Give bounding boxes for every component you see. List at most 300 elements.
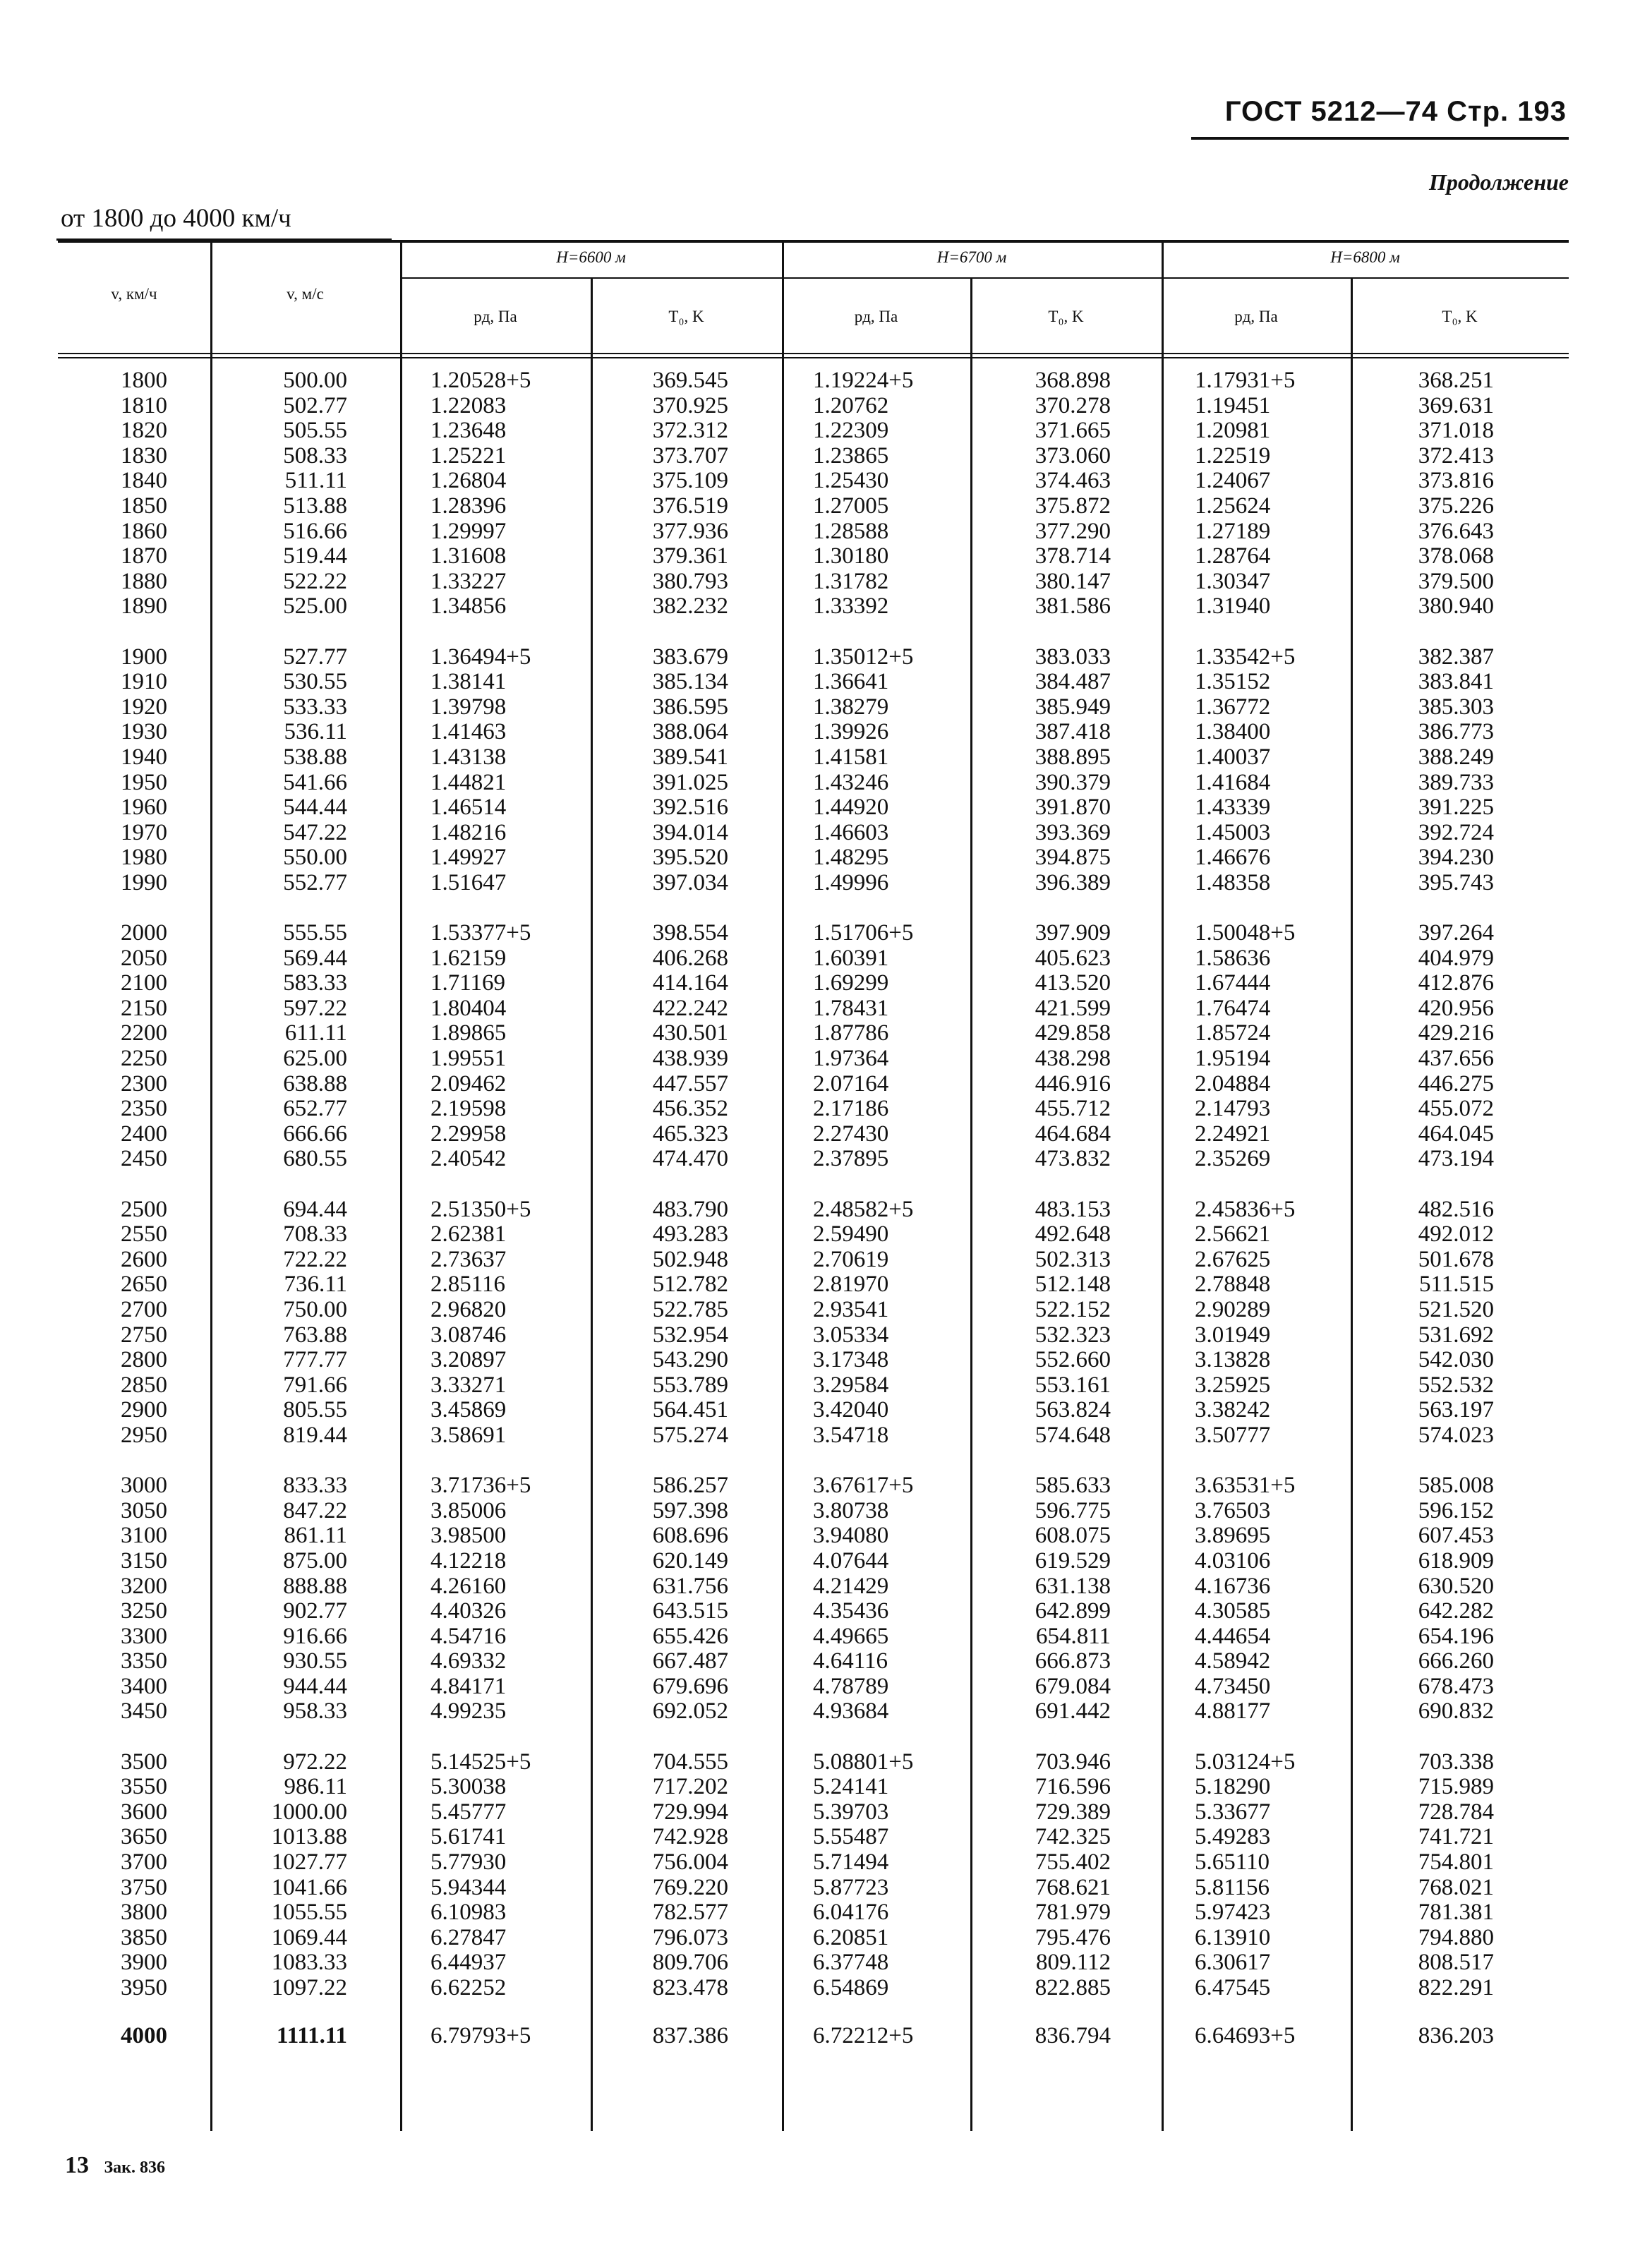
cell-v-ms: 500.00 [283, 368, 347, 393]
cell-pd-6600: 1.51647 [430, 869, 507, 895]
cell-t0-6800: 607.453 [1418, 1523, 1494, 1549]
cell-pd-6700: 2.37895 [813, 1146, 889, 1172]
cell-pd-6700: 1.48295 [813, 845, 889, 871]
header-t0-6600: T₀, K [668, 308, 704, 325]
cell-t0-6600: 456.352 [652, 1096, 728, 1122]
cell-pd-6600: 2.96820 [430, 1296, 507, 1322]
cell-pd-6600: 6.10983 [430, 1900, 507, 1926]
cell-t0-6600: 769.220 [652, 1874, 728, 1900]
group-header-6700: H=6700 м [936, 248, 1007, 266]
cell-pd-6600: 2.85116 [430, 1272, 506, 1298]
block-gap [430, 1172, 573, 1197]
last-v-ms: 1111.11 [277, 2023, 347, 2048]
cell-t0-6800: 808.517 [1418, 1950, 1494, 1976]
cell-v-ms: 502.77 [283, 392, 347, 418]
cell-pd-6600: 4.99235 [430, 1698, 507, 1725]
cell-t0-6600: 377.936 [652, 518, 728, 544]
cell-pd-6800: 2.04884 [1195, 1070, 1271, 1097]
cell-t0-6600: 391.025 [652, 769, 728, 795]
cell-pd-6800: 1.43339 [1195, 795, 1271, 821]
cell-pd-6700: 2.17186 [813, 1096, 889, 1122]
cell-t0-6600: 438.939 [652, 1046, 728, 1072]
cell-t0-6800: 395.743 [1418, 869, 1494, 895]
cell-v-ms: 736.11 [284, 1272, 347, 1298]
cell-t0-6600: 823.478 [652, 1975, 728, 2000]
block-gap [1012, 620, 1111, 645]
cell-t0-6700: 768.621 [1035, 1874, 1111, 1900]
cell-pd-6600: 1.80404 [430, 995, 507, 1021]
cell-v-kmh: 1860 [121, 518, 167, 544]
cell-t0-6800: 596.152 [1418, 1497, 1494, 1523]
cell-pd-6800: 1.50048+5 [1195, 920, 1296, 946]
cell-v-ms: 902.77 [283, 1598, 347, 1624]
cell-t0-6700: 716.596 [1035, 1774, 1111, 1800]
cell-pd-6700: 1.30180 [813, 543, 889, 569]
head-rule-1 [58, 353, 1569, 354]
cell-v-ms: 763.88 [283, 1322, 347, 1348]
cell-v-ms: 505.55 [283, 418, 347, 444]
cell-t0-6600: 522.785 [652, 1296, 728, 1322]
cell-v-kmh: 1830 [121, 442, 167, 469]
cell-pd-6700: 1.87786 [813, 1020, 889, 1046]
column-pd-6800 [1195, 368, 1337, 2001]
cell-t0-6600: 392.516 [652, 795, 728, 821]
header-pd-6600: pд, Па [474, 308, 517, 325]
cell-t0-6700: 381.586 [1035, 593, 1111, 620]
cell-v-ms: 1083.33 [271, 1950, 347, 1976]
cell-t0-6700: 552.660 [1035, 1347, 1111, 1373]
cell-pd-6700: 1.38279 [813, 694, 889, 720]
cell-pd-6800: 6.30617 [1195, 1950, 1271, 1976]
cell-pd-6600: 1.25221 [430, 442, 507, 469]
cell-t0-6800: 542.030 [1418, 1347, 1494, 1373]
cell-t0-6800: 385.303 [1418, 694, 1494, 720]
column-t0-6800 [1395, 368, 1494, 2001]
cell-pd-6600: 1.53377+5 [430, 920, 531, 946]
block-gap [629, 1725, 728, 1750]
data-table [58, 240, 1569, 2131]
cell-v-kmh: 3550 [121, 1774, 167, 1800]
cell-pd-6600: 1.29997 [430, 518, 507, 544]
cell-pd-6600: 2.51350+5 [430, 1196, 531, 1222]
column-t0-6700 [1012, 368, 1111, 2001]
cell-v-ms: 516.66 [283, 518, 347, 544]
cell-pd-6600: 1.62159 [430, 945, 507, 971]
cell-v-kmh: 2150 [121, 995, 167, 1021]
continuation-label: Продолжение [1429, 169, 1569, 195]
cell-t0-6800: 383.841 [1418, 669, 1494, 695]
cell-t0-6700: 822.885 [1035, 1975, 1111, 2000]
cell-pd-6700: 1.49996 [813, 869, 889, 895]
cell-t0-6600: 373.707 [652, 442, 728, 469]
cell-pd-6600: 1.43138 [430, 744, 507, 770]
cell-pd-6700: 3.29584 [813, 1372, 889, 1398]
cell-t0-6800: 482.516 [1418, 1196, 1494, 1222]
cell-t0-6600: 631.756 [652, 1573, 728, 1599]
cell-pd-6700: 5.24141 [813, 1774, 889, 1800]
cell-t0-6600: 394.014 [652, 819, 728, 845]
cell-pd-6600: 3.98500 [430, 1523, 507, 1549]
cell-v-kmh: 2400 [121, 1121, 167, 1147]
cell-v-ms: 538.88 [283, 744, 347, 770]
cell-pd-6700: 1.39926 [813, 719, 889, 745]
cell-v-ms: 875.00 [283, 1547, 347, 1574]
cell-t0-6700: 421.599 [1035, 995, 1111, 1021]
cell-v-kmh: 2450 [121, 1146, 167, 1172]
cell-v-kmh: 3900 [121, 1950, 167, 1976]
cell-pd-6700: 2.59490 [813, 1221, 889, 1248]
cell-v-ms: 555.55 [283, 920, 347, 946]
cell-t0-6600: 667.487 [652, 1648, 728, 1674]
block-gap [1395, 1725, 1494, 1750]
cell-t0-6800: 715.989 [1418, 1774, 1494, 1800]
block-gap [629, 1449, 728, 1474]
cell-pd-6600: 1.38141 [430, 669, 507, 695]
cell-t0-6800: 420.956 [1418, 995, 1494, 1021]
cell-pd-6800: 3.13828 [1195, 1347, 1271, 1373]
cell-pd-6800: 3.76503 [1195, 1497, 1271, 1523]
cell-v-ms: 972.22 [283, 1749, 347, 1775]
cell-pd-6600: 2.29958 [430, 1121, 507, 1147]
cell-pd-6700: 4.93684 [813, 1698, 889, 1725]
cell-pd-6800: 1.27189 [1195, 518, 1271, 544]
cell-t0-6800: 371.018 [1418, 418, 1494, 444]
block-gap [813, 620, 955, 645]
cell-pd-6600: 4.54716 [430, 1623, 507, 1649]
cell-pd-6600: 1.23648 [430, 418, 507, 444]
cell-t0-6600: 447.557 [652, 1070, 728, 1097]
block-gap [1012, 1172, 1111, 1197]
cell-t0-6600: 382.232 [652, 593, 728, 620]
cell-t0-6700: 397.909 [1035, 920, 1111, 946]
cell-t0-6600: 369.545 [652, 368, 728, 393]
cell-v-kmh: 3500 [121, 1749, 167, 1775]
col-rule-6 [1162, 240, 1164, 2131]
cell-t0-6700: 368.898 [1035, 368, 1111, 393]
cell-v-kmh: 3000 [121, 1473, 167, 1499]
cell-v-kmh: 3750 [121, 1874, 167, 1900]
cell-pd-6800: 3.25925 [1195, 1372, 1271, 1398]
cell-t0-6600: 692.052 [652, 1698, 728, 1725]
cell-pd-6600: 6.27847 [430, 1924, 507, 1950]
cell-pd-6700: 3.05334 [813, 1322, 889, 1348]
cell-v-kmh: 1930 [121, 719, 167, 745]
cell-v-ms: 533.33 [283, 694, 347, 720]
column-v-kmh [100, 368, 167, 2001]
cell-t0-6800: 728.784 [1418, 1799, 1494, 1825]
block-gap [813, 1172, 955, 1197]
cell-pd-6800: 2.14793 [1195, 1096, 1271, 1122]
cell-t0-6700: 666.873 [1035, 1648, 1111, 1674]
cell-pd-6700: 5.39703 [813, 1799, 889, 1825]
cell-t0-6800: 391.225 [1418, 795, 1494, 821]
page-footer [65, 2152, 165, 2179]
cell-t0-6800: 552.532 [1418, 1372, 1494, 1398]
cell-pd-6600: 4.69332 [430, 1648, 507, 1674]
cell-pd-6800: 1.38400 [1195, 719, 1271, 745]
cell-pd-6800: 2.90289 [1195, 1296, 1271, 1322]
cell-v-kmh: 1980 [121, 845, 167, 871]
cell-t0-6600: 564.451 [652, 1397, 728, 1423]
cell-t0-6700: 492.648 [1035, 1221, 1111, 1248]
block-gap [1395, 895, 1494, 921]
cell-pd-6700: 1.69299 [813, 970, 889, 996]
cell-t0-6800: 372.413 [1418, 442, 1494, 469]
cell-v-ms: 569.44 [283, 945, 347, 971]
cell-v-kmh: 1800 [121, 368, 167, 393]
range-title: от 1800 до 4000 км/ч [61, 204, 291, 233]
column-v-ms [248, 368, 347, 2001]
cell-pd-6600: 2.62381 [430, 1221, 507, 1248]
cell-pd-6700: 1.43246 [813, 769, 889, 795]
cell-pd-6800: 1.17931+5 [1195, 368, 1296, 393]
cell-t0-6700: 703.946 [1035, 1749, 1111, 1775]
cell-pd-6800: 4.16736 [1195, 1573, 1271, 1599]
cell-pd-6800: 1.31940 [1195, 593, 1271, 620]
cell-pd-6800: 4.73450 [1195, 1673, 1271, 1699]
cell-v-kmh: 1840 [121, 468, 167, 494]
cell-pd-6800: 6.47545 [1195, 1975, 1271, 2000]
cell-t0-6600: 729.994 [652, 1799, 728, 1825]
cell-t0-6700: 795.476 [1035, 1924, 1111, 1950]
cell-v-ms: 513.88 [283, 493, 347, 519]
cell-t0-6600: 386.595 [652, 694, 728, 720]
cell-t0-6600: 395.520 [652, 845, 728, 871]
cell-pd-6600: 1.20528+5 [430, 368, 531, 393]
cell-pd-6800: 2.56621 [1195, 1221, 1271, 1248]
cell-t0-6700: 608.075 [1035, 1523, 1111, 1549]
block-gap [100, 1172, 167, 1197]
cell-v-kmh: 1990 [121, 869, 167, 895]
cell-pd-6600: 5.94344 [430, 1874, 507, 1900]
cell-v-kmh: 3200 [121, 1573, 167, 1599]
cell-t0-6700: 691.442 [1035, 1698, 1111, 1725]
cell-t0-6800: 446.275 [1418, 1070, 1494, 1097]
cell-t0-6800: 585.008 [1418, 1473, 1494, 1499]
cell-t0-6700: 446.916 [1035, 1070, 1111, 1097]
col-rule-4 [782, 240, 784, 2131]
cell-v-ms: 527.77 [283, 644, 347, 670]
cell-pd-6600: 3.58691 [430, 1422, 507, 1448]
cell-pd-6800: 4.30585 [1195, 1598, 1271, 1624]
cell-pd-6600: 2.40542 [430, 1146, 507, 1172]
cell-pd-6800: 5.03124+5 [1195, 1749, 1296, 1775]
cell-t0-6800: 464.045 [1418, 1121, 1494, 1147]
cell-pd-6800: 1.76474 [1195, 995, 1271, 1021]
cell-pd-6700: 1.33392 [813, 593, 889, 620]
cell-t0-6700: 781.979 [1035, 1900, 1111, 1926]
cell-pd-6700: 6.37748 [813, 1950, 889, 1976]
cell-pd-6800: 1.45003 [1195, 819, 1271, 845]
block-gap [813, 1449, 955, 1474]
cell-t0-6700: 522.152 [1035, 1296, 1111, 1322]
cell-pd-6700: 5.08801+5 [813, 1749, 914, 1775]
last-pd-6600: 6.79793+5 [430, 2023, 531, 2048]
cell-t0-6800: 382.387 [1418, 644, 1494, 670]
last-t0-6800: 836.203 [1418, 2023, 1494, 2048]
cell-pd-6700: 1.27005 [813, 493, 889, 519]
cell-t0-6600: 383.679 [652, 644, 728, 670]
cell-t0-6700: 755.402 [1035, 1849, 1111, 1876]
cell-t0-6600: 389.541 [652, 744, 728, 770]
cell-pd-6700: 3.94080 [813, 1523, 889, 1549]
cell-t0-6600: 483.790 [652, 1196, 728, 1222]
cell-pd-6700: 2.07164 [813, 1070, 889, 1097]
cell-pd-6800: 1.36772 [1195, 694, 1271, 720]
cell-v-ms: 791.66 [283, 1372, 347, 1398]
cell-pd-6700: 3.80738 [813, 1497, 889, 1523]
cell-t0-6800: 794.880 [1418, 1924, 1494, 1950]
block-gap [1195, 895, 1337, 921]
cell-t0-6700: 375.872 [1035, 493, 1111, 519]
cell-v-kmh: 1890 [121, 593, 167, 620]
header-v-kmh: v, км/ч [111, 285, 157, 303]
cell-pd-6800: 5.97423 [1195, 1900, 1271, 1926]
cell-t0-6800: 389.733 [1418, 769, 1494, 795]
cell-t0-6800: 473.194 [1418, 1146, 1494, 1172]
cell-v-ms: 547.22 [283, 819, 347, 845]
cell-pd-6800: 2.67625 [1195, 1246, 1271, 1272]
cell-pd-6600: 1.31608 [430, 543, 507, 569]
cell-pd-6600: 3.85006 [430, 1497, 507, 1523]
cell-pd-6700: 4.35436 [813, 1598, 889, 1624]
cell-v-kmh: 1850 [121, 493, 167, 519]
cell-pd-6800: 4.03106 [1195, 1547, 1271, 1574]
cell-pd-6800: 5.33677 [1195, 1799, 1271, 1825]
cell-pd-6800: 1.35152 [1195, 669, 1271, 695]
cell-t0-6600: 465.323 [652, 1121, 728, 1147]
cell-t0-6800: 521.520 [1418, 1296, 1494, 1322]
cell-pd-6800: 1.19451 [1195, 392, 1271, 418]
cell-v-kmh: 2900 [121, 1397, 167, 1423]
block-gap [100, 895, 167, 921]
block-gap [1395, 1449, 1494, 1474]
cell-v-kmh: 3300 [121, 1623, 167, 1649]
cell-t0-6800: 574.023 [1418, 1422, 1494, 1448]
cell-v-kmh: 1820 [121, 418, 167, 444]
block-gap [629, 1172, 728, 1197]
cell-t0-6600: 756.004 [652, 1849, 728, 1876]
block-gap [100, 1449, 167, 1474]
cell-t0-6800: 455.072 [1418, 1096, 1494, 1122]
cell-t0-6700: 396.389 [1035, 869, 1111, 895]
cell-pd-6700: 5.71494 [813, 1849, 889, 1876]
cell-pd-6600: 2.09462 [430, 1070, 507, 1097]
cell-t0-6800: 412.876 [1418, 970, 1494, 996]
cell-v-kmh: 2800 [121, 1347, 167, 1373]
block-gap [430, 1725, 573, 1750]
cell-v-ms: 833.33 [283, 1473, 347, 1499]
cell-pd-6600: 2.19598 [430, 1096, 507, 1122]
cell-t0-6800: 768.021 [1418, 1874, 1494, 1900]
cell-v-ms: 1013.88 [271, 1824, 347, 1850]
cell-v-ms: 550.00 [283, 845, 347, 871]
cell-pd-6700: 2.70619 [813, 1246, 889, 1272]
cell-pd-6700: 1.28588 [813, 518, 889, 544]
cell-v-ms: 819.44 [283, 1422, 347, 1448]
cell-t0-6700: 373.060 [1035, 442, 1111, 469]
cell-pd-6700: 2.48582+5 [813, 1196, 914, 1222]
cell-pd-6700: 1.51706+5 [813, 920, 914, 946]
cell-pd-6800: 3.50777 [1195, 1422, 1271, 1448]
cell-pd-6800: 3.38242 [1195, 1397, 1271, 1423]
cell-v-kmh: 2650 [121, 1272, 167, 1298]
cell-t0-6800: 373.816 [1418, 468, 1494, 494]
cell-v-ms: 541.66 [283, 769, 347, 795]
cell-v-kmh: 2600 [121, 1246, 167, 1272]
cell-pd-6600: 1.71169 [430, 970, 506, 996]
cell-pd-6600: 3.20897 [430, 1347, 507, 1373]
cell-t0-6600: 679.696 [652, 1673, 728, 1699]
block-gap [100, 1725, 167, 1750]
cell-v-kmh: 2700 [121, 1296, 167, 1322]
page-header [1225, 96, 1567, 128]
cell-pd-6700: 4.21429 [813, 1573, 889, 1599]
cell-pd-6800: 5.49283 [1195, 1824, 1271, 1850]
cell-t0-6700: 532.323 [1035, 1322, 1111, 1348]
cell-pd-6800: 1.20981 [1195, 418, 1271, 444]
cell-v-ms: 544.44 [283, 795, 347, 821]
cell-v-ms: 519.44 [283, 543, 347, 569]
cell-v-kmh: 3100 [121, 1523, 167, 1549]
table-top-rule [58, 240, 1569, 243]
cell-pd-6600: 1.39798 [430, 694, 507, 720]
cell-v-kmh: 1920 [121, 694, 167, 720]
cell-pd-6600: 4.26160 [430, 1573, 507, 1599]
cell-v-ms: 666.66 [283, 1121, 347, 1147]
cell-pd-6700: 2.81970 [813, 1272, 889, 1298]
cell-v-ms: 1041.66 [271, 1874, 347, 1900]
cell-v-kmh: 3800 [121, 1900, 167, 1926]
cell-pd-6700: 4.49665 [813, 1623, 889, 1649]
cell-v-kmh: 3400 [121, 1673, 167, 1699]
group-rule [400, 277, 1569, 279]
cell-pd-6600: 1.34856 [430, 593, 507, 620]
cell-t0-6700: 473.832 [1035, 1146, 1111, 1172]
cell-pd-6600: 5.77930 [430, 1849, 507, 1876]
cell-pd-6700: 6.20851 [813, 1924, 889, 1950]
block-gap [248, 1449, 347, 1474]
cell-pd-6600: 3.33271 [430, 1372, 507, 1398]
cell-t0-6700: 429.858 [1035, 1020, 1111, 1046]
cell-t0-6600: 376.519 [652, 493, 728, 519]
cell-v-kmh: 1970 [121, 819, 167, 845]
cell-pd-6700: 3.67617+5 [813, 1473, 914, 1499]
cell-pd-6800: 1.46676 [1195, 845, 1271, 871]
cell-pd-6800: 2.35269 [1195, 1146, 1271, 1172]
cell-v-ms: 525.00 [283, 593, 347, 620]
cell-pd-6600: 1.26804 [430, 468, 507, 494]
cell-v-kmh: 1950 [121, 769, 167, 795]
cell-v-kmh: 2500 [121, 1196, 167, 1222]
cell-pd-6800: 3.01949 [1195, 1322, 1271, 1348]
cell-t0-6800: 501.678 [1418, 1246, 1494, 1272]
block-gap [1012, 1449, 1111, 1474]
cell-pd-6800: 1.22519 [1195, 442, 1271, 469]
cell-v-ms: 930.55 [283, 1648, 347, 1674]
cell-t0-6800: 386.773 [1418, 719, 1494, 745]
cell-pd-6600: 4.40326 [430, 1598, 507, 1624]
cell-v-ms: 805.55 [283, 1397, 347, 1423]
cell-pd-6600: 6.44937 [430, 1950, 507, 1976]
cell-v-kmh: 3050 [121, 1497, 167, 1523]
cell-pd-6600: 1.28396 [430, 493, 507, 519]
cell-t0-6700: 679.084 [1035, 1673, 1111, 1699]
cell-t0-6800: 437.656 [1418, 1046, 1494, 1072]
cell-v-kmh: 2000 [121, 920, 167, 946]
cell-pd-6600: 4.84171 [430, 1673, 507, 1699]
cell-v-ms: 625.00 [283, 1046, 347, 1072]
